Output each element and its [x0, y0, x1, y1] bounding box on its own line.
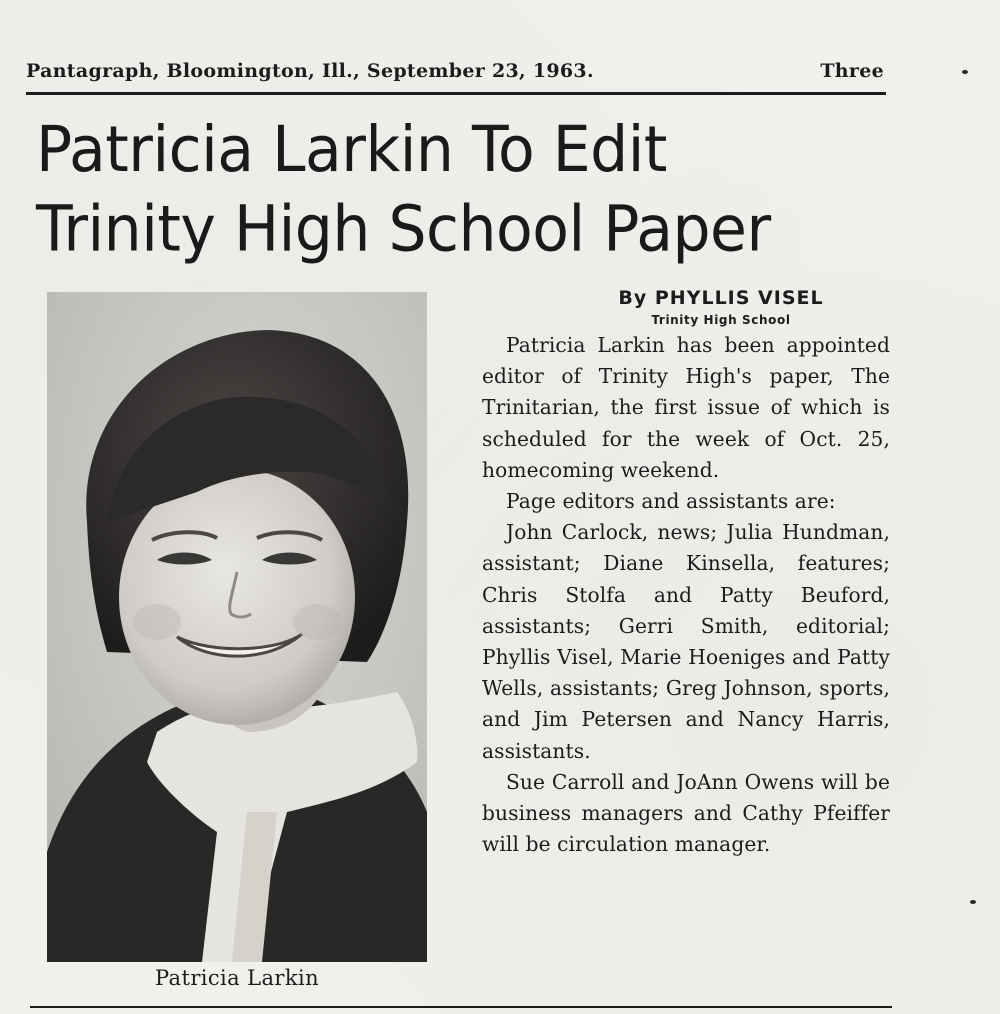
paper-speck [970, 900, 976, 904]
footer-rule [30, 1006, 892, 1008]
article-paragraph: John Carlock, news; Julia Hundman, assistant; Diane Kinsella, features; Chris Stolfa and Patty Beuford, assistants; Gerri Smith, editorial; Phyllis Visel, Marie Hoeniges and Patty Wells, assistants; Greg Johnson, sports, and Jim Petersen and Nancy Harris, assistants. [482, 520, 890, 763]
portrait-illustration [47, 292, 427, 962]
publication-dateline: Pantagraph, Bloomington, Ill., September 23, 1963. [26, 60, 594, 82]
headline [36, 110, 896, 270]
article-body [482, 330, 890, 860]
header-rule [26, 92, 886, 95]
portrait-photo [47, 292, 427, 962]
byline-author: By PHYLLIS VISEL [618, 287, 824, 309]
photo-caption: Patricia Larkin [154, 966, 320, 990]
headline-line-1: Patricia Larkin To Edit [36, 113, 667, 187]
headline-line-2: Trinity High School Paper [36, 192, 771, 267]
article-paragraph: Sue Carroll and JoAnn Owens will be business managers and Cathy Pfeiffer will be circulation manager. [482, 769, 890, 857]
article-paragraph: Patricia Larkin has been appointed editor of Trinity High's paper, The Trinitarian, the first issue of which is scheduled for the week of Oct. 25, homecoming weekend. [482, 333, 890, 482]
article-column [482, 284, 890, 860]
page-number: Three [820, 60, 884, 82]
dateline [26, 60, 886, 90]
paper-speck [962, 70, 968, 74]
article-paragraph: Page editors and assistants are: [506, 489, 836, 514]
byline-affiliation: Trinity High School [651, 313, 791, 327]
